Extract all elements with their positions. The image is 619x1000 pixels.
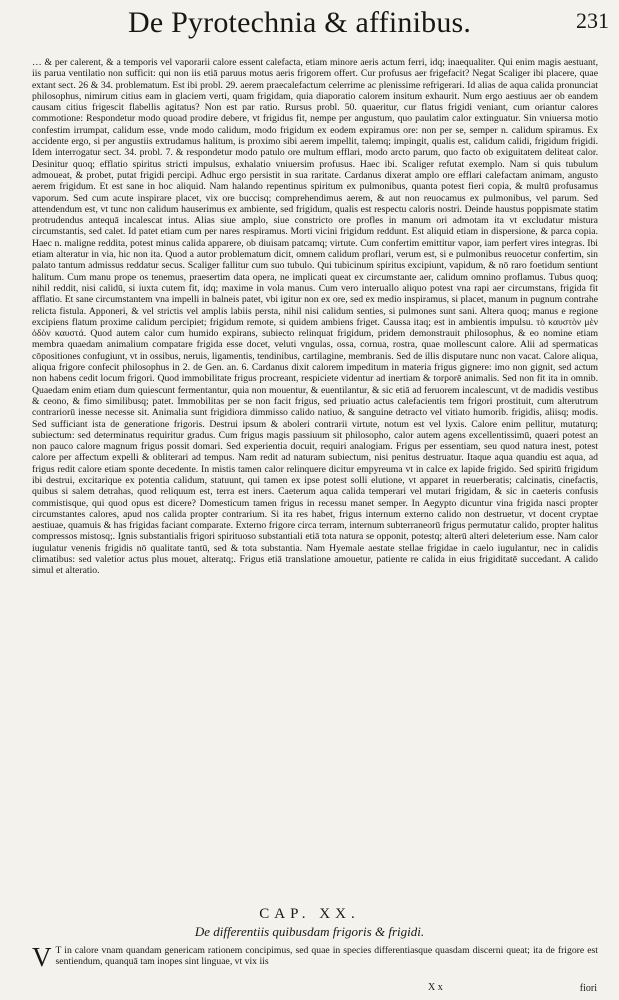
page-header [0, 4, 619, 48]
chapter-subtitle: De differentiis quibusdam frigoris & frigidi. [194, 924, 425, 939]
chapter-opening-text [32, 942, 598, 972]
running-title: De Pyrotechnia & affinibus. [128, 6, 472, 39]
catchword: fiori [579, 983, 597, 994]
page-number: 231 [576, 8, 609, 33]
chapter-first-lines: T in calore vnam quandam genericam rationem concipimus, sed quae in species differentiasque quasdam discerni queat; ita de frigore est sentiendum, quanquā tam inopes sint linguae, vt vix iis [55, 945, 598, 968]
signature-mark: X x [428, 982, 443, 993]
main-text-block: … & per calerent, & a temporis vel vaporarii calore essent calefacta, etiam minore aeris actum ferri, idq; inaequaliter. Qui enim magis aestuant, iis parua ventilatio non sufficit: qui non iis etiā paruus motus aeris frigorem offert. Cur profusus aer frigefacit? Negat Scaliger ibi placere, quae extant sect. 26 & 34. problematum. Est ibi probl. 29. aerem praecalefactum celerrime ac plenissime refrigerari. Id alias de aqua calida pronunciat philosophus, nimirum citius eam in glaciem verti, quam frigidam, quia diaporatio calorem insitum exhaurit. Num ergo aestiuus aer ob eandem causam citius frigescit flabellis agitatus? Non est par ratio. Rursus probl. 50. quaeritur, cur flatus frigidi veniant, cum oriantur calores commotione: Respondetur modo quoad prodire debere, vt frigidus fit, nempe per angustum, quo paulatim calor extinguatur. Sin vniuersa motio confestim irrumpat, calidum esse, vnde modo calidum, modo frigidum ex eodem expiramus ore: non per se, semper n. calidum spiramus. Ex accidente ergo, si per angustiis extrudamus halitum, is proximo sibi aerem impellit, talemq; impingit, qualis est, calidum calidi, frigidum frigidi. Idem interrogatur sect. 34. probl. 7. & respondetur modo patulo ore multum efflari, modo arcto parum, quo facto ob exiguitatem deliteat calor. Desinitur quoq; efflatio spiritus stricti impulsus, exhalatio vniuersim profusus. Haec ibi. Scaliger refutat exemplo. Nam si quis tubulum admoueat, & probet, putat frigidi percipi. Adhuc ergo persistit in sua raritate. Cardanus dixerat amplo ore efflari calefactam animam, angusto aerem frigidum. Et est sane in hoc aliquid. Nam halando repentinus spiritum ex pulmonibus, quanta potest fieri copia, & multū profusamus vaporum. Sed cum acute inspirare placet, vix ore buccisq; comprehendimus aerem, & aut non reuocamus ex pulmonibus, vel parum. Sed attendendum est, vt tunc non calidum hauserimus ex ambiente, sed frigidum, qualis est respectu caloris nostri. Deinde haustus poppismate statim protrudendus antequā incalescat intus. Alias siue amplo, siue constricto ore profles in manum ori admotam ita vt excludatur mistura circumstantis, sed calet. Id patet etiam cum per nares respiramus. Morti vicini frigidum reddunt. Est aliquid etiam in dispersione, & parca copia. Haec n. maligne reddita, potest minus calida apparere, ob diuisam patcamq; virtute. Cum confertim emittitur vapor, iam perfert vires integras. Ibi etiam alteratur in via, hic non ita. Quod a autor problematum dicit, omnem calidum proflari, verum est, si e pulmonibus reuocetur confertim, sin palato tantum admissus reddatur secus. Scaliger fallitur cum suo tubulo. Qui tubicinum spiritus excipiunt, vapidum, & nō raro foetidum sentiunt halitum. Cum manu prope os tenemus, praesertim data opera, ne implicati queat ex circumstante aer, calidum omnino proflamus. Tubus quoq; nihil reddit, nisi calidū, si iuxta cutem fit, idq; maxime in vola manus. Cum vero interuallo aliquo potest vna rapi aer circumstans, frigida fit afflatio. Et sane circumstantem vna impelli in balneis patet, vbi igitur non ex ore, sed ex medio inspiramus, si placet, manum in pugnum contrahe relicta fistula. Apponeri, & vel strictis vel amplis labiis persta, nihil nisi calidum senties, si pulmones sunt sani. Altera quoq; manus e regione excipiens flatum proxime calidum percipiet; frigidum remote, si quidem ambiens friget. Caussa itaq; est in ambientis impulsu. τὸ καυστὸν μὲν ὁδὸν καυστά. Quod autem calor cum humido expirans, subiecto relinquat frigidum, pridem demonstrauit philosophus, & eo nomine etiam membra quaedam animalium compatare frigida esse docet, veluti vngulas, ossa, cornua, rostra, quae mollescunt calore. Alii ad spermaticas cōpositiones confugiunt, vt in ossibus, neruis, ligamentis, tendinibus, cartilagine, membranis. Sed de illis disputare nunc non vacat. Calore aliqua, aliqua frigore confecit philosophus in 2. de Gen. an. 6. Cardanus dixit calorem impeditum in materia frigus gignere: imo non gignit, sed actum non habens cedit locum frigori. Quod immobilitate frigus procreant, respiciete videntur ad inertiam & torporē animalis. Sed non fit ita in omnib. Quaedam enim etiam dum quiescunt fermentantur, quia non mouentur, & euentilantur, & sic etiā ad feruorem incalescunt, vt de madidis vestibus & ceono, & fimo similibusq; patet. Immobilitas per se non facit frigus, sed priuatio actus calefacientis tem frigori prostituit, cum alterutrum contrariorū inesse necesse sit. Animalia sunt frigidiora dimmisso calido natiuo, & sanguine detracto vel vitiato humorib. frigidis, aliisq; modis. Sed sufficiant ista de generatione frigoris. Destrui ipsum & aboleri contrarii virtute, notum est vel lyxis. Calore enim pellitur, mutaturq; subiectum: sed determinatus requiritur gradus. Cum frigus magis passiuum sit philosopho, calor autem agens excellentissimū, quaeri potest an non pauco calore magnum frigus possit domari. Sed experientia docuit, requiri analogiam. Frigus per essentiam, seu quod natura inest, potest calore per affectum expelli & obliterari ad tempus. Nam redit ad naturam subiectum, nisi penitus destruatur. Itaque aqua quandiu est aqua, ad frigus redit calore etiam sponte decedente. In mistis tamen calor relinquere dicitur empyreuma vt in calce ex lapide frigido. Sed spiritū frigidum ibi destrui, excitarique ex potentia calidum, statuunt, qui tamen ex ipse potest solli elutione, vt apparet in reuerberatis; calcinatis, cinefactis, quibus si salem detrahas, quod reliquum est, terra est iners. Caeterum aqua calida temperari vel mutari frigidam, & sic in caeteris confusis commistisque, qui quod opus est dicere? Domesticum tamen frigus in recessu manet semper. In Aegypto dicuntur vina frigida nasci propter circumstantes calores, apud nos calida propter contrarium. Si ita res habet, frigus internum externo calido non destruetur, vt docent cryptae aestiuae, quamuis & has frigidas faciant comparate. Externo frigore circa terram, internum subterraneorū frigus permutatur calido, propter halitus compressos mistosq;. Ignis substantialis frigori spirituoso substantiali etiā tota natura se opponit, potestq; alterū alteri deleterium esse. Nam calor iugulatur venenis frigidis nō qualitate tantū, sed & tota substantia. Nam Hyemale aestate stellae frigidae in caelo iugulantur, nec in calidis climatibus: sed valetior actus plus mouet, alteratq;. Frigus etiā translatione amouetur, patiente re calida in eius frigiditatē succedant. A calido simul et alteratio. [32, 57, 598, 577]
drop-cap: V [32, 942, 52, 972]
chapter-heading: CAP. XX. [259, 906, 360, 922]
